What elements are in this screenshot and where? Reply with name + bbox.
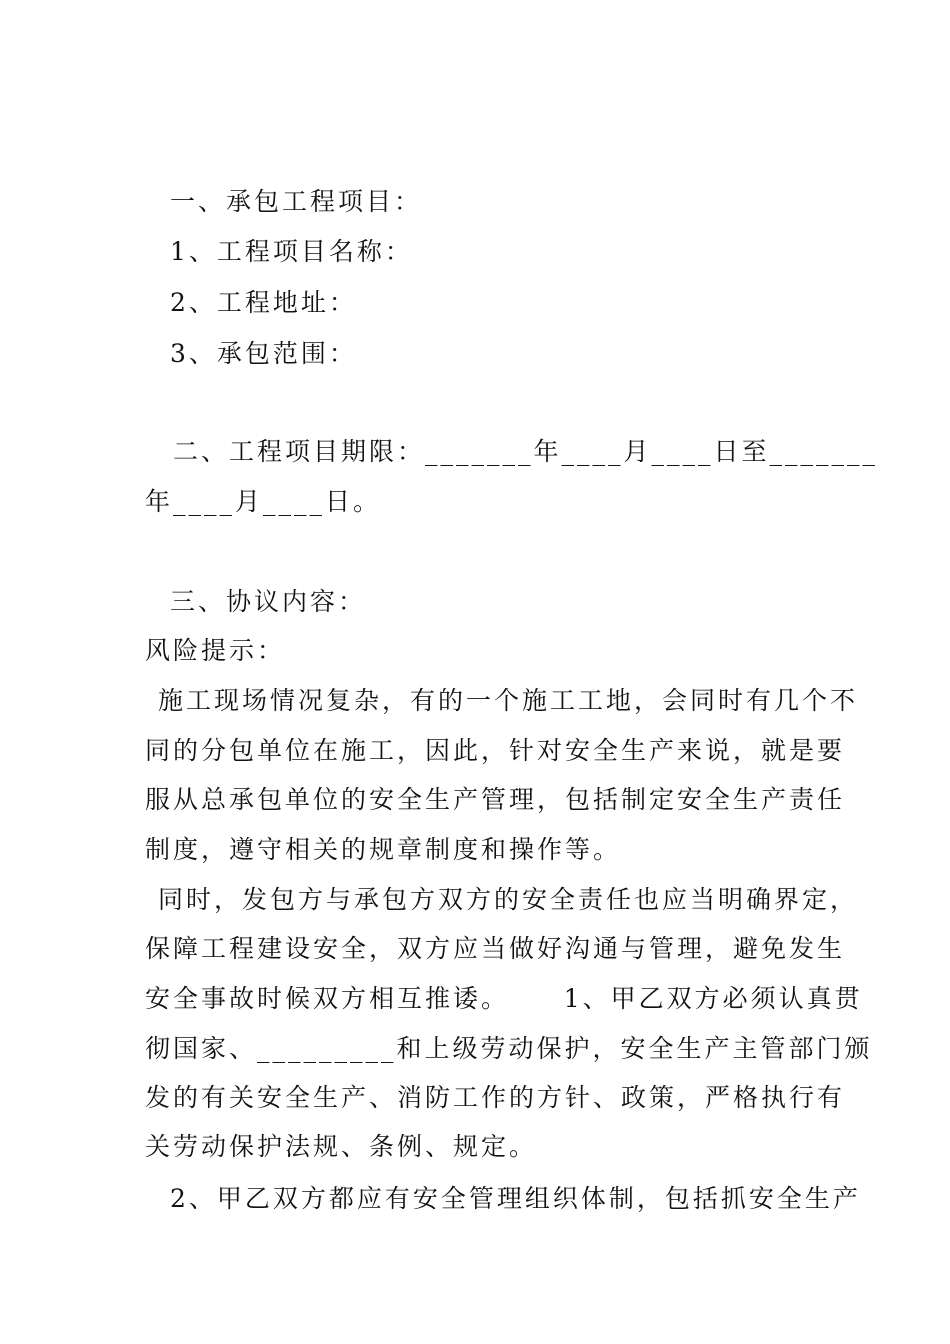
paragraph-1-line-2: 同的分包单位在施工，因此，针对安全生产来说，就是要 [145,736,846,765]
paragraph-3-line-1: 2、甲乙双方都应有安全管理组织体制，包括抓安全生产 [170,1184,861,1213]
project-address-item: 2、工程地址： [170,288,357,317]
paragraph-2-line-4: 彻国家、_________和上级劳动保护，安全生产主管部门颁 [145,1034,873,1063]
paragraph-2-line-2: 保障工程建设安全，双方应当做好沟通与管理，避免发生 [145,934,846,963]
paragraph-1-line-3: 服从总承包单位的安全生产管理，包括制定安全生产责任 [145,785,846,814]
contract-scope-item: 3、承包范围： [170,339,357,368]
paragraph-1-line-4: 制度，遵守相关的规章制度和操作等。 [145,835,622,864]
paragraph-2-line-6: 关劳动保护法规、条例、规定。 [145,1132,538,1161]
section-2-term-line-1: 二、工程项目期限：_______年____月____日至_______ [173,437,879,466]
section-2-term-line-2: 年____月____日。 [145,487,382,516]
project-name-item: 1、工程项目名称： [170,237,413,266]
paragraph-2-line-1: 同时，发包方与承包方双方的安全责任也应当明确界定， [158,885,859,914]
section-3-heading: 三、协议内容： [170,587,367,616]
risk-label: 风险提示： [145,636,286,665]
paragraph-1-line-1: 施工现场情况复杂，有的一个施工工地，会同时有几个不 [158,686,859,715]
section-1-heading: 一、承包工程项目： [170,187,423,216]
paragraph-2-line-5: 发的有关安全生产、消防工作的方针、政策，严格执行有 [145,1083,846,1112]
paragraph-2-line-3: 安全事故时候双方相互推诿。 1、甲乙双方必须认真贯 [145,984,863,1013]
